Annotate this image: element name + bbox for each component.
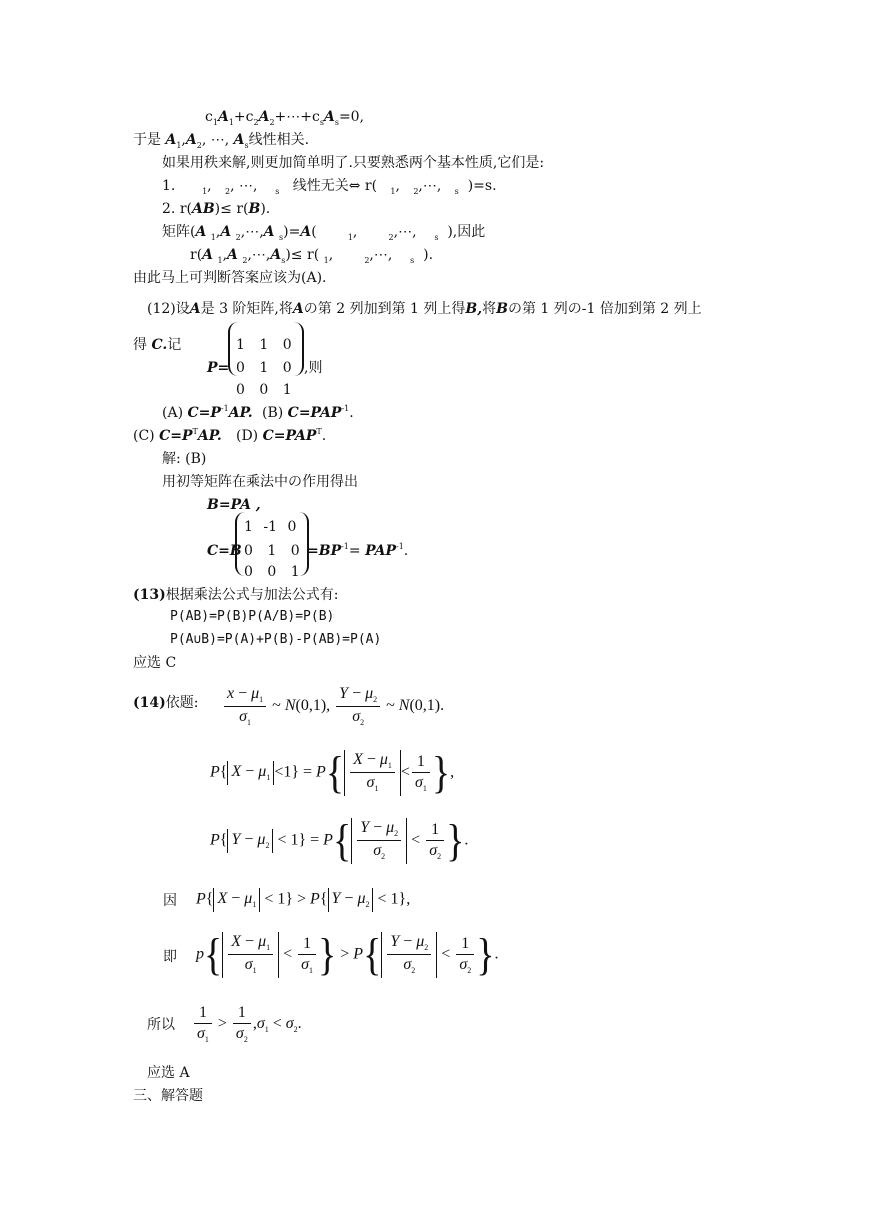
matrix-q-row: 0 1 0 [244,543,300,559]
formula: P(A∪B)=P(A)+P(B)-P(AB)=P(A) [170,632,382,647]
matrix-p-row: 1 1 0 [236,337,292,353]
matrix-q-row: 0 0 1 [244,564,300,580]
text-line: 于是 $A_1,A_2$, ⋯, $A_s$线性相关. [133,132,310,150]
option-c: (C) $C=P^TAP$. [133,427,222,444]
math-expression: P{ $X - \mu_1 < 1\} > P${ $Y - \mu_2 < 1$}, [196,888,410,912]
question-13: (13)根据乘法公式与加法公式有: [133,587,339,603]
text-line: 如果用秩来解,则更加简单明了.只要熟悉两个基本性质,它们是: [162,155,545,171]
formula: P(AB)=P(B)P(A/B)=P(B) [170,609,335,624]
text-line: ,则 [304,360,323,376]
answer: 应选 C [133,655,177,671]
matrix-p-row: 0 1 0 [236,360,292,376]
text-line: 即 [163,949,177,965]
equation: $=BP^{-1}= PAP^{-1}$. [307,542,409,559]
text-line: 由此马上可判断答案应该为(A). [133,270,327,286]
solution: 解: (B) [162,451,207,467]
option-d: (D) $C=PAP^T$. [236,427,327,444]
matrix-p-row: 0 0 1 [236,382,292,398]
text-line: 1. $_1$, $_2$, ⋯, $_s$ 线性无关⇔ r( $_1$, $_2$,⋯, $_s$ )=s. [162,178,497,196]
section-heading: 三、解答题 [133,1088,203,1104]
equation: B=PA , [207,497,261,513]
option-a: (A) $C=P^{-1}AP$. [162,404,253,421]
matrix-q-row: 1 -1 0 [244,519,297,535]
matrix-p-label: P= [207,360,230,376]
math-expression: P{ $X - \mu_1 <1\} = P${ $\frac{X - \mu_1}{\sigma_1}$ < $\frac{1}{\sigma_1}$ }, [210,747,455,799]
equation: C=B [207,543,242,559]
question-14: (14)依题: [133,695,199,711]
answer: 应选 A [147,1065,190,1081]
math-expression: p{ $\frac{X - \mu_1}{\sigma_1}$ < $\frac{1}{\sigma_1}$ } > P{ $\frac{Y - \mu_2}{\sigma_2}$ < $\frac{1}{\sigma_2}$ }. [196,929,499,981]
math-expression: $\frac{x - \mu_1}{\sigma_1}$ ~ N(0,1), $\frac{Y - \mu_2}{\sigma_2}$ ~ N(0,1). [222,684,444,729]
option-b: (B) $C=PAP^{-1}$. [262,404,354,421]
text-line: 所以 [147,1017,175,1033]
text-line: $c_1A_1+c_2A_2+\cdots+c_sA_s=0$, [205,109,365,127]
text-line: 因 [163,893,177,909]
solution-text: 用初等矩阵在乘法中の作用得出 [162,474,358,490]
text-line: 得 C.记 [133,337,182,353]
text-line: 矩阵(A $_1$,A $_2$,⋯,A $_s$)=A( $_1$, $_2$,⋯, $_s$ ),因此 [162,224,486,242]
math-expression: P{ $Y - \mu_2 < 1\} = P${ $\frac{Y - \mu_2}{\sigma_2}$ < $\frac{1}{\sigma_2}$ }. [210,815,469,867]
text-line: r(A $_1$,A $_2,\cdots,A_s)\le r$( $_1$, $_2$,⋯, $_s$ ). [190,247,434,265]
text-line: 2. r(AB)≤ r(B). [162,201,271,217]
math-expression: $\frac{1}{\sigma_1}$ > $\frac{1}{\sigma_2}$ $,\sigma_1 < \sigma_2$. [192,1003,302,1046]
question-12: (12)设A是 3 阶矩阵,将Aの第 2 列加到第 1 列上得B,将Bの第 1 列の-1 倍加到第 2 列上 [147,301,702,317]
